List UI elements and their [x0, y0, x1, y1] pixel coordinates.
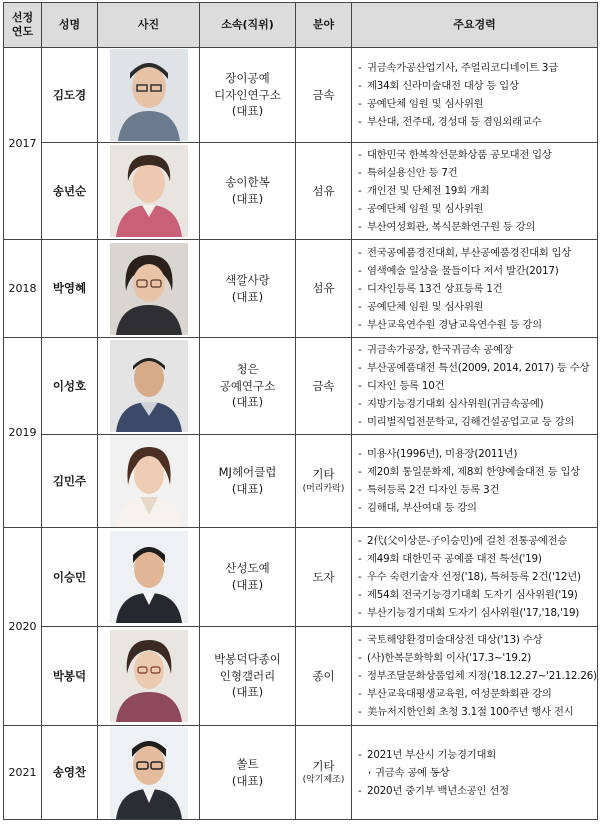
table-row [4, 48, 598, 143]
career-list [358, 341, 593, 431]
list-item: - 특허등록 2건 디자인 등록 3건 [358, 481, 593, 499]
person-name: 송년순 [42, 143, 98, 240]
photo-cell [98, 48, 200, 143]
affiliation-cell: 장이공예 디자인연구소 (대표) [200, 48, 296, 143]
field-cell: 섬유 [296, 143, 352, 240]
career-cell [352, 435, 598, 528]
affiliation-cell: 색깔사랑 (대표) [200, 240, 296, 338]
person-name: 이성호 [42, 338, 98, 435]
list-item: - 우수 숙련기술자 선정('18), 특허등록 2건('12년) [358, 568, 593, 586]
photo-cell [98, 528, 200, 627]
photo-cell [98, 435, 200, 528]
list-item: - 제34회 신라미술대전 대상 등 입상 [358, 77, 593, 95]
list-item: - 정부조달문화상품업체 지정('18.12.27~'21.12.26) [358, 667, 593, 685]
person-name: 송영찬 [42, 726, 98, 820]
header-photo: 사진 [98, 3, 200, 48]
field-cell: 기타 (머리카락) [296, 435, 352, 528]
field-cell: 도자 [296, 528, 352, 627]
year-cell: 2021 [4, 726, 42, 820]
header-affiliation: 소속(직위) [200, 3, 296, 48]
list-item: - 부산교육대평생교육원, 여성문화회관 강의 [358, 685, 593, 703]
person-name: 이승민 [42, 528, 98, 627]
career-cell [352, 240, 598, 338]
photo-cell [98, 338, 200, 435]
header-field: 분야 [296, 3, 352, 48]
portrait-photo [110, 49, 188, 141]
list-item: - 부산공예품대전 특선(2009, 2014, 2017) 등 수상 [358, 359, 593, 377]
affiliation-cell: 청은 공예연구소 (대표) [200, 338, 296, 435]
list-item: - 디자인 등록 10건 [358, 377, 593, 395]
list-item: - 국토해양환경미술대상전 대상('13) 수상 [358, 631, 593, 649]
list-item: - 대한민국 한복착선문화상품 공모대전 입상 [358, 146, 593, 164]
career-cell [352, 143, 598, 240]
list-item: - 부산교육연수원 경남교육연수원 등 강의 [358, 316, 593, 334]
list-item: - 디자인등록 13건 상표등록 1건 [358, 280, 593, 298]
list-item: - 부산여성회관, 복식문화연구원 등 강의 [358, 218, 593, 236]
list-item: - 부산기능경기대회 도자기 심사위원('17,'18,'19) [358, 604, 593, 622]
career-cell [352, 48, 598, 143]
table-row [4, 338, 598, 435]
table-row [4, 240, 598, 338]
table-row [4, 726, 598, 820]
field-cell: 종이 [296, 627, 352, 726]
career-list [358, 59, 593, 131]
list-item: - 2代(父이상문-子이승민)에 걸친 전통공예전승 [358, 532, 593, 550]
field-cell: 섬유 [296, 240, 352, 338]
table-row [4, 435, 598, 528]
person-name: 박봉덕 [42, 627, 98, 726]
year-cell: 2018 [4, 240, 42, 338]
list-item: - 제20회 통일문화제, 제8회 한양예술대전 등 입상 [358, 463, 593, 481]
field-cell: 금속 [296, 48, 352, 143]
list-item: - 2021년 부산시 기능경기대회 [358, 746, 593, 764]
affiliation-cell: 박봉덕닥종이 인형갤러리 (대표) [200, 627, 296, 726]
list-item: - 부산대, 전주대, 경성대 등 겸임외래교수 [358, 113, 593, 131]
list-item: - 공예단체 임원 및 심사위원 [358, 298, 593, 316]
portrait-photo [110, 531, 188, 623]
table-row [4, 627, 598, 726]
year-cell: 2019 [4, 338, 42, 528]
person-name: 김민주 [42, 435, 98, 528]
career-list [358, 532, 593, 622]
portrait-photo [110, 243, 188, 335]
career-cell [352, 528, 598, 627]
list-item: - 김해대, 부산여대 등 강의 [358, 499, 593, 517]
list-item: - 공예단체 임원 및 심사위원 [358, 200, 593, 218]
portrait-photo [110, 727, 188, 819]
photo-cell [98, 726, 200, 820]
header-name: 성명 [42, 3, 98, 48]
career-cell [352, 627, 598, 726]
affiliation-cell: 산성도예 (대표) [200, 528, 296, 627]
award-table [3, 2, 598, 820]
list-item: , 귀금속 공예 동상 [358, 764, 593, 782]
affiliation-cell: 송이한복 (대표) [200, 143, 296, 240]
field-cell: 금속 [296, 338, 352, 435]
photo-cell [98, 627, 200, 726]
year-cell: 2017 [4, 48, 42, 240]
career-cell [352, 726, 598, 820]
header-year: 선정 연도 [4, 3, 42, 48]
photo-cell [98, 240, 200, 338]
list-item: - (사)한복문화학회 이사('17.3~'19.2) [358, 649, 593, 667]
list-item: - 귀금속가공장, 한국귀금속 공예장 [358, 341, 593, 359]
portrait-photo [110, 435, 188, 527]
list-item: - 귀금속가공산업기사, 주얼리코디네이트 3급 [358, 59, 593, 77]
table-row [4, 143, 598, 240]
list-item: - 개인전 및 단체전 19회 개최 [358, 182, 593, 200]
award-table-wrapper [3, 2, 598, 820]
affiliation-cell: 쏠트 (대표) [200, 726, 296, 820]
person-name: 김도경 [42, 48, 98, 143]
career-list [358, 746, 593, 800]
list-item: - 전국공예품경진대회, 부산공예품경진대회 입상 [358, 244, 593, 262]
list-item: - 제54회 전국기능경기대회 도자기 심사위원('19) [358, 586, 593, 604]
list-item: - 염색예술 일상을 물들이다 저서 발간(2017) [358, 262, 593, 280]
list-item: - 美뉴저지한인회 초청 3.1절 100주년 행사 전시 [358, 703, 593, 721]
career-list [358, 631, 597, 721]
career-cell [352, 338, 598, 435]
list-item: - 제49회 대한민국 공예품 대전 특선('19) [358, 550, 593, 568]
portrait-photo [110, 145, 188, 237]
career-list [358, 445, 593, 517]
year-cell: 2020 [4, 528, 42, 726]
career-list [358, 146, 593, 236]
portrait-photo [110, 340, 188, 432]
list-item: - 미리벌직업전문학교, 김해건설공업고교 등 강의 [358, 413, 593, 431]
table-row [4, 528, 598, 627]
affiliation-cell: MJ헤어클럽 (대표) [200, 435, 296, 528]
list-item: - 2020년 중기부 백년소공인 선정 [358, 782, 593, 800]
photo-cell [98, 143, 200, 240]
header-row [4, 3, 598, 48]
field-cell: 기타 (악기제조) [296, 726, 352, 820]
list-item: - 공예단체 임원 및 심사위원 [358, 95, 593, 113]
header-career: 주요경력 [352, 3, 598, 48]
list-item: - 특허실용신안 등 7건 [358, 164, 593, 182]
list-item: - 미용사(1996년), 미용장(2011년) [358, 445, 593, 463]
portrait-photo [110, 630, 188, 722]
career-list [358, 244, 593, 334]
list-item: - 지방기능경기대회 심사위원(귀금속공예) [358, 395, 593, 413]
person-name: 박영혜 [42, 240, 98, 338]
